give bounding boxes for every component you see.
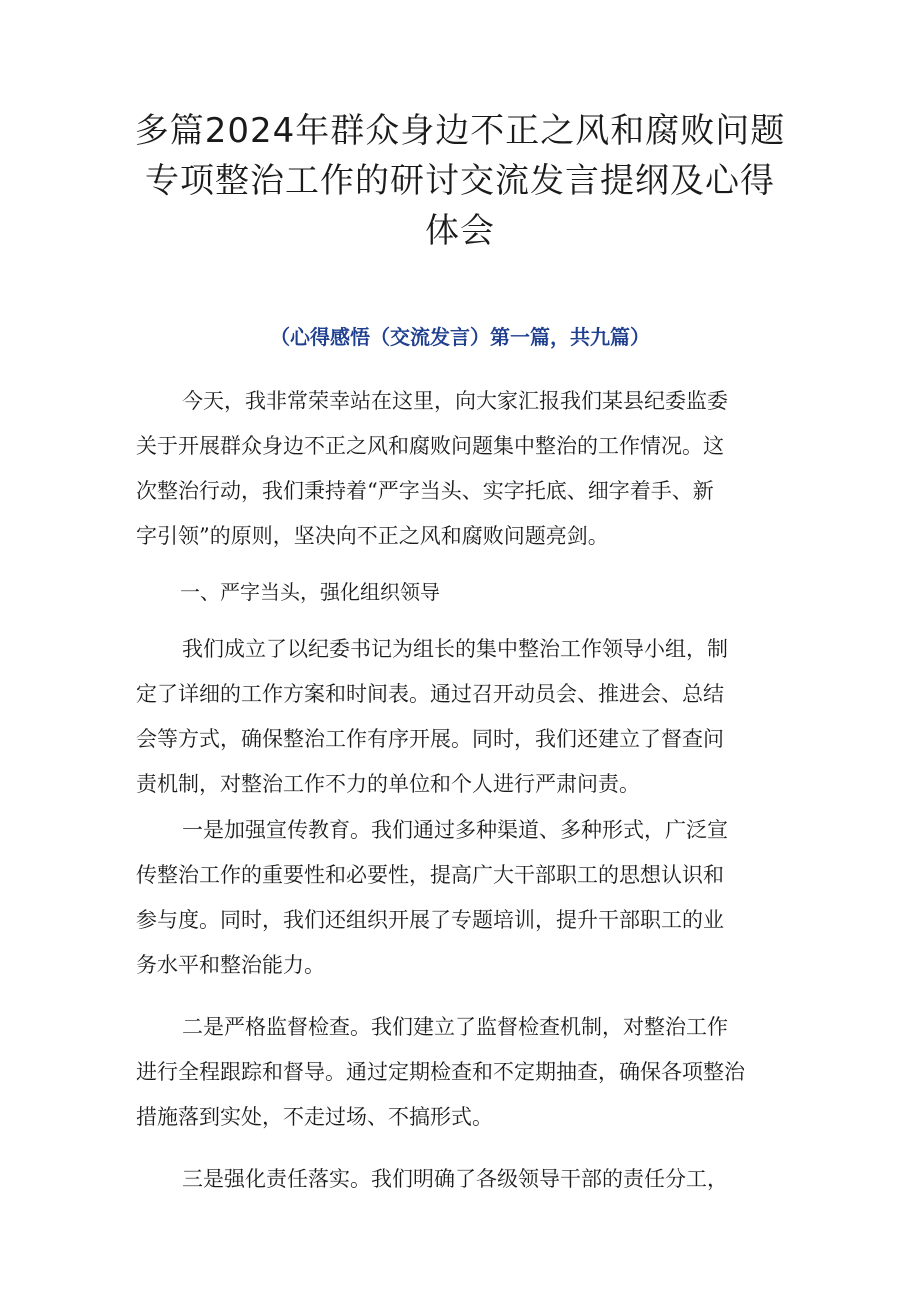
paragraph-line: 今天，我非常荣幸站在这里，向大家汇报我们某县纪委监委	[182, 389, 728, 413]
paragraph-line: 我们成立了以纪委书记为组长的集中整治工作领导小组，制	[182, 637, 728, 661]
paragraph-line: 二是严格监督检查。我们建立了监督检查机制，对整治工作	[182, 1015, 728, 1039]
paragraph-intro	[136, 379, 788, 559]
paragraph-line: 务水平和整治能力。	[136, 953, 325, 977]
document-title	[120, 106, 800, 256]
title-line: 多篇2024年群众身边不正之风和腐败问题	[134, 111, 786, 151]
paragraph-organization	[136, 627, 788, 807]
paragraph-publicity	[136, 808, 788, 988]
paragraph-line: 次整治行动，我们秉持着“严字当头、实字托底、细字着手、新	[136, 479, 714, 503]
paragraph-line: 一是加强宣传教育。我们通过多种渠道、多种形式，广泛宣	[182, 818, 728, 842]
paragraph-responsibility	[136, 1157, 788, 1202]
paragraph-line: 责机制，对整治工作不力的单位和个人进行严肃问责。	[136, 772, 640, 796]
document-subtitle: （心得感悟（交流发言）第一篇，共九篇）	[270, 325, 650, 349]
paragraph-supervision	[136, 1005, 788, 1140]
paragraph-line: 措施落到实处，不走过场、不搞形式。	[136, 1105, 493, 1129]
paragraph-line: 进行全程跟踪和督导。通过定期检查和不定期抽查，确保各项整治	[136, 1060, 745, 1084]
title-line: 专项整治工作的研讨交流发言提纲及心得	[145, 161, 775, 201]
section-heading: 一、严字当头，强化组织领导	[180, 580, 440, 604]
paragraph-line: 定了详细的工作方案和时间表。通过召开动员会、推进会、总结	[136, 682, 724, 706]
paragraph-line: 参与度。同时，我们还组织开展了专题培训，提升干部职工的业	[136, 908, 724, 932]
paragraph-line: 三是强化责任落实。我们明确了各级领导干部的责任分工，	[182, 1167, 728, 1191]
paragraph-line: 关于开展群众身边不正之风和腐败问题集中整治的工作情况。这	[136, 434, 724, 458]
title-line: 体会	[425, 211, 495, 251]
paragraph-line: 字引领”的原则，坚决向不正之风和腐败问题亮剑。	[136, 524, 609, 548]
paragraph-line: 传整治工作的重要性和必要性，提高广大干部职工的思想认识和	[136, 863, 724, 887]
paragraph-line: 会等方式，确保整治工作有序开展。同时，我们还建立了督查问	[136, 727, 724, 751]
